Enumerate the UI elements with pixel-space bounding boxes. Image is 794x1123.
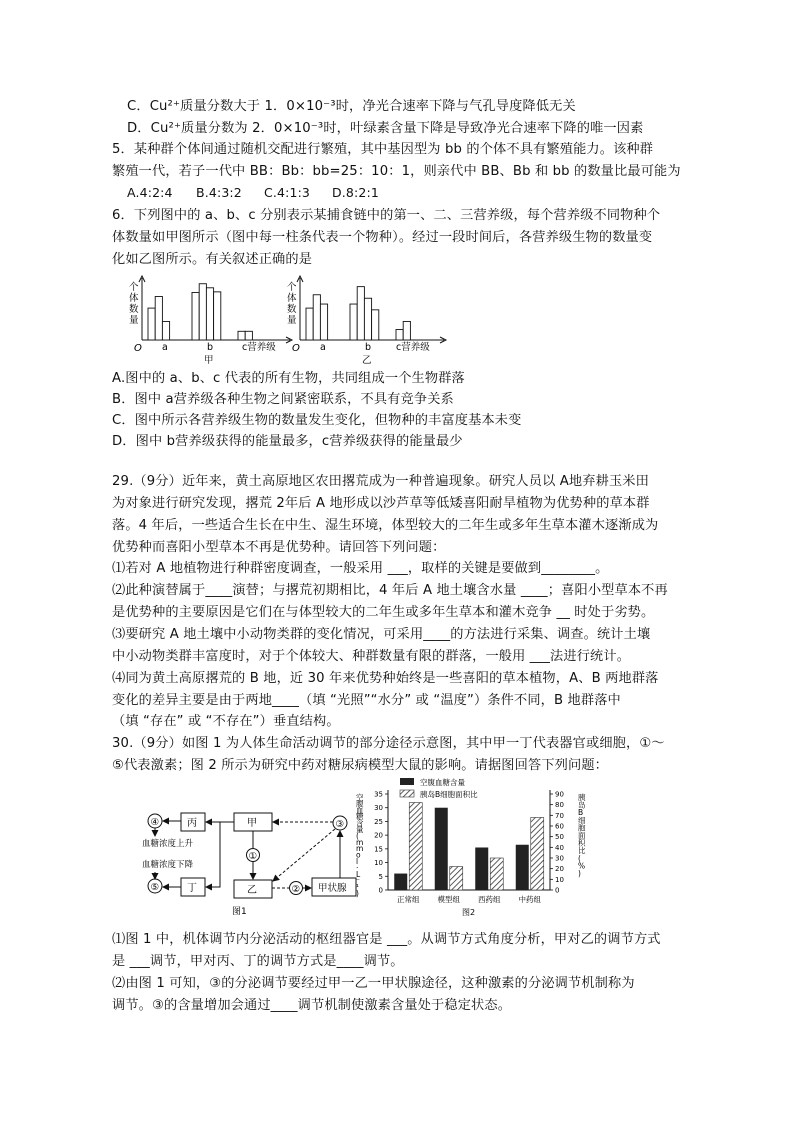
q6-origin-yi: O xyxy=(292,343,300,354)
q5-option-a: A.4:2:4 xyxy=(127,185,173,200)
species-bar xyxy=(155,297,162,341)
legend-label-beta-cell: 胰岛B细胞面积比 xyxy=(420,790,478,799)
q5-stem-line2: 繁殖一代，若子一代中 BB：Bb：bb=25：10：1，则亲代中 BB、Bb 和 bb 的数量比最可能为 xyxy=(112,164,681,179)
y-tick-right: 10 xyxy=(555,875,564,884)
bar-beta-cell xyxy=(409,803,422,890)
y-tick-left: 35 xyxy=(374,790,383,799)
q5-option-d: D.8:2:1 xyxy=(332,185,379,200)
bar-glucose xyxy=(435,808,448,890)
q6-xlabel-a-yi: a xyxy=(320,342,326,353)
y-tick-left: 20 xyxy=(374,831,383,840)
q29-sub4-line3: （填 “存在” 或 “不存在”）垂直结构。 xyxy=(112,714,340,729)
q30-line-2: ⑤代表激素；图 2 所示为研究中药对糖尿病模型大鼠的影响。请据图回答下列问题： xyxy=(112,758,609,773)
q6-caption-yi: 乙 xyxy=(362,355,372,366)
species-bar xyxy=(313,295,320,340)
bar-glucose xyxy=(394,874,407,890)
q30-sub2-line2: 调节。③的含量增加会通过____调节机制使激素含量处于稳定状态。 xyxy=(112,998,512,1013)
y-axis-label-right xyxy=(578,792,586,878)
species-bar xyxy=(192,292,199,340)
species-bar xyxy=(245,331,252,340)
category-label: 西药组 xyxy=(478,895,501,904)
species-bar xyxy=(214,292,221,340)
circle-5-label: ⑤ xyxy=(150,882,160,893)
label-glucose-down: 血糖浓度下降 xyxy=(142,860,194,870)
species-bar xyxy=(162,321,169,340)
q29-line-1: 29.（9分）近年来，黄土高原地区农田撂荒成为一种普遍现象。研究人员以 A地弃耕玉米田 xyxy=(112,474,649,489)
q6-xlabel-b-yi: b xyxy=(365,342,372,353)
q6-ylabel-jia: 个体 数量 xyxy=(129,282,139,326)
circle-2-label: ② xyxy=(291,884,301,895)
svg-text:空腹血糖含量(mmol·L⁻¹): 空腹血糖含量( m m o l · L ⁻ ¹ ) xyxy=(356,793,364,898)
q6-figure xyxy=(118,272,448,370)
y-tick-right: 80 xyxy=(555,801,564,810)
q6-panel-jia xyxy=(129,276,292,366)
bar-beta-cell xyxy=(490,858,503,890)
box-jia-label: 甲 xyxy=(247,818,257,829)
category-label: 正常组 xyxy=(397,895,420,904)
circle-4-label: ④ xyxy=(150,817,160,828)
y-tick-left: 10 xyxy=(374,859,383,868)
q29-sub2-line2: 是优势种的主要原因是它们在与体型较大的二年生或多年生草本和灌木竞争 __ 时处于劣势。 xyxy=(112,605,655,620)
y-tick-left: 30 xyxy=(374,804,383,813)
q29-sub4-line2: 变化的差异主要是由于两地____（填 “光照”“水分” 或 “温度”）条件不同，B 地群落中 xyxy=(112,693,621,708)
q29-line-3: 落。4 年后，一些适合生长在中生、湿生环境，体型较大的二年生或多年生草本灌木逐渐成为 xyxy=(112,518,659,533)
q30-sub1-line1: ⑴图 1 中，机体调节内分泌活动的枢纽器官是 ___。从调节方式角度分析，甲对乙的调节方式 xyxy=(112,932,661,947)
q4-option-c: C．Cu²⁺质量分数大于 1．0×10⁻³时，净光合速率下降与气孔导度降低无关 xyxy=(127,99,576,114)
q30-line-1: 30.（9分）如图 1 为人体生命活动调节的部分途径示意图，其中甲一丁代表器官或细胞，①～ xyxy=(112,736,665,751)
legend-swatch-glucose xyxy=(400,778,414,785)
y-tick-right: 70 xyxy=(555,811,564,820)
species-bar xyxy=(148,308,155,340)
q6-stem-line1: 6．下列图中的 a、b、c 分别表示某捕食链中的第一、二、三营养级，每个营养级不同物种个 xyxy=(112,208,661,223)
species-bar xyxy=(306,308,313,340)
species-bar xyxy=(357,287,364,340)
q29-sub2-line1: ⑵此种演替属于____演替；与撂荒初期相比，4 年后 A 地土壤含水量 ____；喜阳小型草本不再 xyxy=(112,583,668,598)
y-axis-label-left xyxy=(356,792,364,898)
bar-beta-cell xyxy=(450,867,463,890)
y-tick-left: 5 xyxy=(378,872,383,881)
species-bar xyxy=(238,331,245,340)
figure2-caption: 图2 xyxy=(462,908,476,917)
q30-figure1 xyxy=(140,808,370,918)
q6-caption-jia: 甲 xyxy=(204,355,214,366)
species-bar xyxy=(364,298,371,340)
legend-label-glucose: 空腹血糖含量 xyxy=(420,778,465,787)
species-bar xyxy=(403,321,410,340)
svg-text:胰岛B细胞面积比(%): 胰岛 B 细胞面积比( % ) xyxy=(578,793,586,878)
figure1-caption: 图1 xyxy=(232,907,247,917)
q29-line-4: 优势种而喜阳小型草本不再是优势种。请回答下列问题： xyxy=(112,540,446,555)
q5-stem-line1: 5．某种群个体间通过随机交配进行繁殖，其中基因型为 bb 的个体不具有繁殖能力。该种群 xyxy=(112,142,654,157)
y-tick-right: 30 xyxy=(555,854,564,863)
category-label: 模型组 xyxy=(437,895,460,904)
q6-origin-jia: O xyxy=(134,343,142,354)
species-bar xyxy=(372,310,379,340)
q6-option-c: C．图中所示各营养级生物的数量发生变化，但物种的丰富度基本未变 xyxy=(112,413,522,428)
q6-stem-line3: 化如乙图所示。有关叙述正确的是 xyxy=(112,252,313,267)
y-tick-left: 15 xyxy=(374,845,383,854)
q29-sub3-line2: 中小动物类群丰富度时，对于个体较大、种群数量有限的群落，一般用 ___法进行统计。 xyxy=(112,649,631,664)
q30-figure2-chart xyxy=(352,774,592,922)
q6-option-b: B．图中 a营养级各种生物之间紧密联系，不具有竞争关系 xyxy=(112,392,454,407)
q5-option-c: C.4:1:3 xyxy=(264,185,311,200)
q29-sub1: ⑴若对 A 地植物进行种群密度调查，一般采用 ___，取样的关键是要做到________。 xyxy=(112,561,609,576)
y-tick-right: 20 xyxy=(555,865,564,874)
label-glucose-up: 血糖浓度上升 xyxy=(142,839,194,849)
q30-sub2-line1: ⑵由图 1 可知，③的分泌调节要经过甲一乙一甲状腺途径，这种激素的分泌调节机制称为 xyxy=(112,976,635,991)
q30-sub1-line2: 是 ___调节，甲对丙、丁的调节方式是____调节。 xyxy=(112,954,404,969)
y-tick-right: 90 xyxy=(555,790,564,799)
y-tick-right: 40 xyxy=(555,843,564,852)
species-bar xyxy=(320,304,327,340)
box-ding-label: 丁 xyxy=(187,883,197,894)
species-bar xyxy=(199,284,206,340)
y-tick-right: 60 xyxy=(555,822,564,831)
q5-option-b: B.4:3:2 xyxy=(196,185,242,200)
q29-sub3-line1: ⑶要研究 A 地土壤中小动物类群的变化情况，可采用____的方法进行采集、调查。统计土壤 xyxy=(112,627,651,642)
species-bar xyxy=(396,330,403,340)
y-tick-right: 0 xyxy=(555,886,560,895)
bar-beta-cell xyxy=(531,817,544,890)
q6-option-d: D．图中 b营养级获得的能量最多，c营养级获得的能量最少 xyxy=(112,434,463,449)
circle-1-label: ① xyxy=(248,851,258,862)
q29-sub4-line1: ⑷同为黄土高原撂荒的 B 地，近 30 年来优势种始终是一些喜阳的草本植物，A、B 两地群落 xyxy=(112,671,659,686)
box-bing-label: 丙 xyxy=(187,818,197,829)
bar-glucose xyxy=(475,847,488,890)
box-thyroid-label: 甲状腺 xyxy=(318,883,347,894)
q6-xlabel-c-jia: c营养级 xyxy=(242,342,276,353)
y-tick-left: 0 xyxy=(378,886,383,895)
category-label: 中药组 xyxy=(518,895,541,904)
q6-xlabel-a-jia: a xyxy=(162,342,168,353)
y-tick-left: 25 xyxy=(374,817,383,826)
q6-stem-line2: 体数量如甲图所示（图中每一柱条代表一个物种）。经过一段时间后，各营养级生物的数量变 xyxy=(112,230,653,245)
q6-option-a: A.图中的 a、b、c 代表的所有生物，共同组成一个生物群落 xyxy=(112,371,465,386)
q6-panel-yi xyxy=(287,276,446,366)
q29-line-2: 为对象进行研究发现，撂荒 2年后 A 地形成以沙芦草等低矮喜阳耐旱植物为优势种的草本群 xyxy=(112,496,650,511)
y-tick-right: 50 xyxy=(555,833,564,842)
species-bar xyxy=(206,288,213,340)
q4-option-d: D．Cu²⁺质量分数为 2．0×10⁻³时，叶绿素含量下降是导致净光合速率下降的唯一因素 xyxy=(127,121,644,136)
legend-swatch-beta-cell xyxy=(400,790,414,797)
species-bar xyxy=(350,304,357,340)
circle-3-label: ③ xyxy=(335,819,345,830)
bar-glucose xyxy=(516,845,529,890)
q6-xlabel-c-yi: c营养级 xyxy=(396,342,430,353)
box-yi-label: 乙 xyxy=(247,885,257,896)
q6-xlabel-b-jia: b xyxy=(207,342,214,353)
q6-ylabel-yi: 个体 数量 xyxy=(287,282,297,326)
